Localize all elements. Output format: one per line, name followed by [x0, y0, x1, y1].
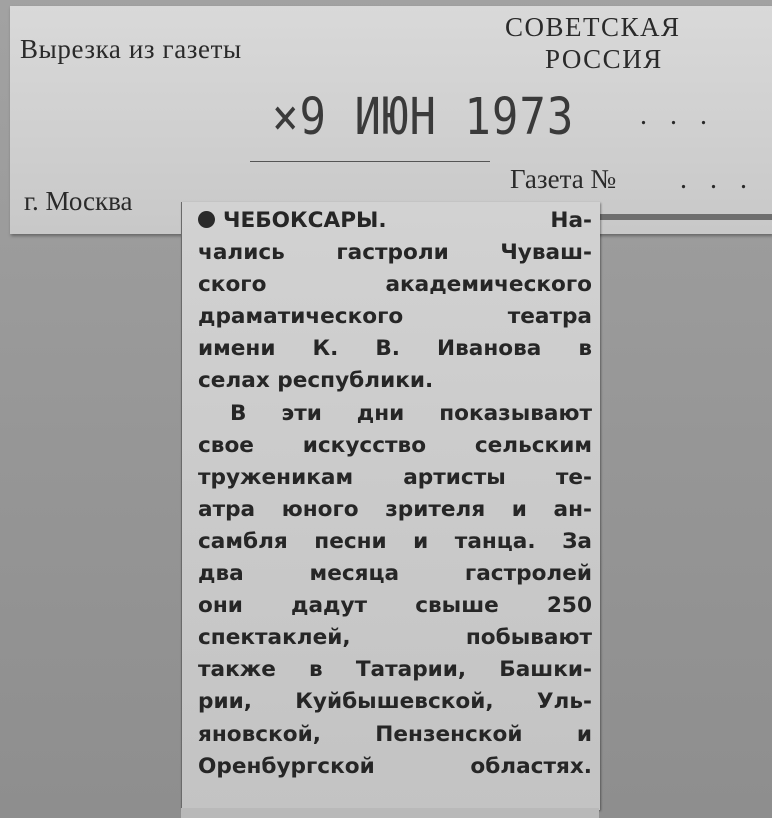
date-underline	[250, 161, 490, 162]
article-line: спектаклей, побывают	[198, 625, 592, 651]
city-label: г. Москва	[24, 186, 133, 216]
article-line: драматического театра	[198, 304, 592, 330]
article-line: Оренбургской областях.	[198, 753, 592, 779]
article-line: имени К. В. Иванова в	[198, 336, 592, 362]
article-line: свое искусство сельским	[198, 432, 592, 458]
article-line: В эти дни показывают	[230, 400, 592, 426]
article-text	[198, 205, 592, 783]
slip-edge-shadow	[600, 214, 772, 220]
article-line: самбля песни и танца. За	[198, 528, 592, 554]
issue-dots: . . .	[680, 164, 755, 195]
article-line: ского академического	[198, 272, 592, 298]
bullet-icon	[198, 211, 215, 228]
newspaper-name-line2: РОССИЯ	[545, 44, 663, 74]
article-line: чались гастроли Чуваш-	[198, 240, 592, 266]
issue-label: Газета №	[510, 164, 617, 194]
clipping-label: Вырезка из газеты	[20, 34, 242, 64]
clipping-bottom-edge	[181, 808, 599, 818]
article-line: ЧЕБОКСАРЫ. На-	[198, 205, 592, 237]
article-line: атра юного зрителя и ан-	[198, 496, 592, 522]
newspaper-name-line1: СОВЕТСКАЯ	[505, 12, 681, 42]
article-line: также в Татарии, Башки-	[198, 657, 592, 683]
article-line: два месяца гастролей	[198, 561, 592, 587]
article-line: яновской, Пензенской и	[198, 721, 592, 747]
article-line: труженикам артисты те-	[198, 464, 592, 490]
article-line: рии, Куйбышевской, Уль-	[198, 689, 592, 715]
article-line: они дадут свыше 250	[198, 593, 592, 619]
date-stamp: ×9 ИЮН 1973	[272, 88, 575, 147]
date-dots: . . .	[640, 100, 715, 131]
article-line: селах республики.	[198, 368, 434, 394]
